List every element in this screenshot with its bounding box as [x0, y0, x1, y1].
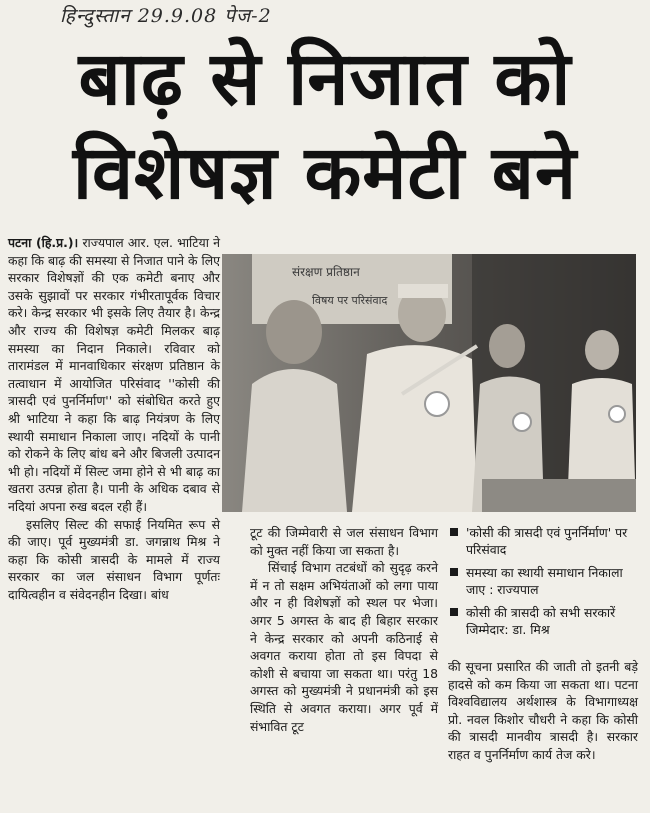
highlight-item: समस्या का स्थायी समाधान निकाला जाए : राज्यपाल — [448, 564, 638, 598]
article-column-3 — [448, 658, 638, 764]
article-paragraph: सिंचाई विभाग तटबंधों को सुदृढ़ करने में न तो सक्षम अभियंताओं को लगा पाया और न ही विशेषज्ञों को स्थल पर भेजा। अगर 5 अगस्त के बाद ही बिहार सरकार ने केन्द्र सरकार को अपनी कठिनाई से अवगत कराया होता तो इस विपदा से कोशी से बचाया जा सकता था। परंतु 18 अगस्त को मुख्यमंत्री ने प्रधानमंत्री को इस स्थिति से अवगत कराया। अगर पूर्व में संभावित टूट — [250, 560, 438, 734]
article-paragraph: टूट की जिम्मेवारी से जल संसाधन विभाग को मुक्त नहीं किया जा सकता है। — [250, 525, 438, 558]
headline-line-2: विशेषज्ञ कमेटी बने — [72, 130, 578, 216]
article-paragraph: इसलिए सिल्ट की सफाई नियमित रूप से की जाए। पूर्व मुख्यमंत्री डा. जगन्नाथ मिश्र ने कहा कि कोसी त्रासदी के मामले में राज्य सरकार का जल संसाधन विभाग पूर्णतः दायित्वहीन व संवेदनहीन दिखा। बांध — [8, 516, 220, 602]
highlights-box — [448, 524, 638, 652]
headline-line-1: बाढ़ से निजात को — [78, 36, 572, 122]
article-paragraph: की सूचना प्रसारित की जाती तो इतनी बड़े हादसे को कम किया जा सकता था। पटना विश्वविद्यालय अर्थशास्त्र के विभागाध्यक्ष प्रो. नवल किशोर चौधरी ने कहा कि कोसी की त्रासदी मानवीय त्रासदी है। सरकार राहत व पुनर्निर्माण कार्य तेज करे। — [448, 659, 638, 762]
highlight-item: 'कोसी की त्रासदी एवं पुनर्निर्माण' पर परिसंवाद — [448, 524, 638, 558]
article-column-1 — [8, 234, 220, 603]
article-text: राज्यपाल आर. एल. भाटिया ने कहा कि बाढ़ की समस्या से निजात पाने के लिए सरकार विशेषज्ञों की एक कमेटी बनाए और उसके सुझावों पर सरकार गंभीरतापूर्वक विचार करे। केन्द्र सरकार भी इसके लिए तैयार है। केन्द्र और राज्य की विशेषज्ञ कमेटी मिलकर बाढ़ समस्या का निदान निकाले। रविवार को तारामंडल में मानवाधिकार संरक्षण प्रतिष्ठान के तत्वाधान में आयोजित परिसंवाद ''कोसी की त्रासदी एवं पुनर्निर्माण'' को संबोधित करते हुए श्री भाटिया ने कहा कि बाढ़ नियंत्रण के लिए स्थायी समाधान निकाला जाए। नदियों के पानी को रोकने के लिए बांध बने और बिजली उत्पादन भी हो। नदियों में सिल्ट जमा होने से भी बाढ़ का खतरा उत्पन्न होता है। पानी के अधिक दबाव से नदियां अपना रुख बदल रही हैं। — [8, 235, 220, 514]
banner-text-2: विषय पर परिसंवाद — [312, 294, 388, 307]
handwritten-note: हिन्दुस्तान 29.9.08 पेज-2 — [60, 5, 272, 27]
highlight-item: कोसी की त्रासदी को सभी सरकारें जिम्मेदार: डा. मिश्र — [448, 604, 638, 638]
dateline: पटना (हि.प्र.)। — [8, 235, 79, 250]
article-column-2 — [250, 524, 438, 735]
banner-text-1: संरक्षण प्रतिष्ठान — [292, 265, 360, 279]
article-paragraph — [8, 234, 220, 516]
event-photo — [222, 254, 636, 512]
